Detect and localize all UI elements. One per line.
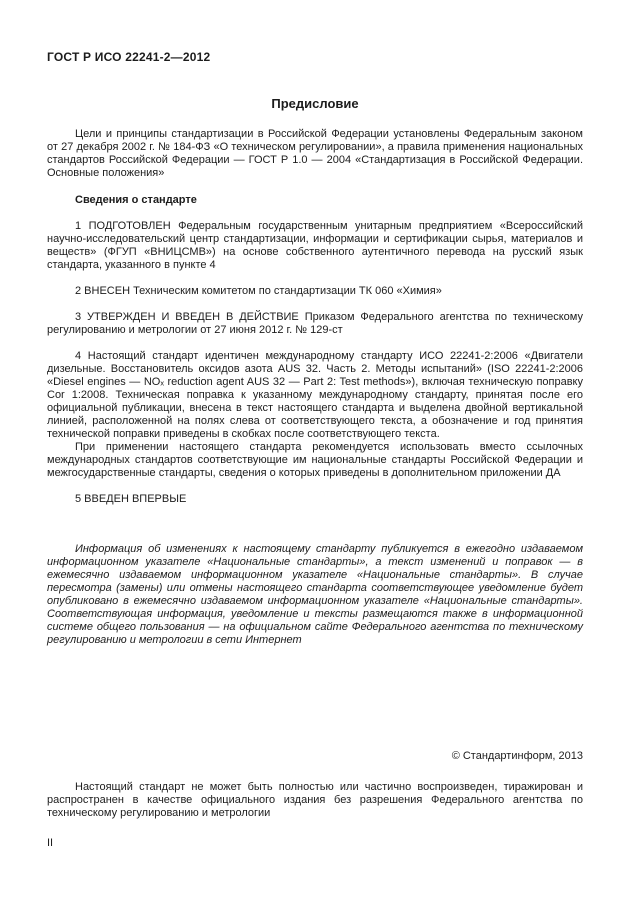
page-title: Предисловие xyxy=(271,96,359,111)
standard-item-1: 1 ПОДГОТОВЛЕН Федеральным государственным унитарным предприятием «Всероссийский научно-исследовательский центр стандартизации, информации и сертификации сырья, материалов и веществ» (ФГУП «ВНИЦСМВ») на основе собственного аутентичного перевода на русский язык стандарта, указанного в пункте 4 xyxy=(47,220,583,271)
intro-paragraph: Цели и принципы стандартизации в Российской Федерации установлены Федеральным законом от 27 декабря 2002 г. № 184-ФЗ «О техническом регулировании», а правила применения национальных стандартов Российской Федерации — ГОСТ Р 1.0 — 2004 «Стандартизация в Российской Федерации. Основные положения» xyxy=(47,128,583,179)
document-code: ГОСТ Р ИСО 22241-2—2012 xyxy=(47,50,211,64)
standard-item-4: 4 Настоящий стандарт идентичен международному стандарту ИСО 22241-2:2006 «Двигатели дизельные. Восстановитель оксидов азота AUS 32. Часть 2. Методы испытаний» (ISO 22241-2:2006 «Diesel engines — NOₓ reduction agent AUS 32 — Part 2: Test methods»), включая техническую поправку Cor 1:2008. Техническая поправка к указанному международному стандарту, принятая после его официальной публикации, внесена в текст настоящего стандарта и выделена двойной вертикальной линией, расположенной на полях слева от соответствующего текста, а обозначение и год принятия технической поправки приведены в скобках после соответствующего текста. xyxy=(47,350,583,440)
page-number: II xyxy=(47,837,54,849)
publication-notice: Информация об изменениях к настоящему стандарту публикуется в ежегодно издаваемом информационном указателе «Национальные стандарты», а текст изменений и поправок — в ежемесячно издаваемом информационном указателе «Национальные стандарты». В случае пересмотра (замены) или отмены настоящего стандарта соответствующее уведомление будет опубликовано в ежемесячно издаваемом информационном указателе «Национальные стандарты». Соответствующая информация, уведомление и тексты размещаются также в информационной системе общего пользования — на официальном сайте Федерального агентства по техническому регулированию и метрологии в сети Интернет xyxy=(47,543,583,646)
standard-item-3: 3 УТВЕРЖДЕН И ВВЕДЕН В ДЕЙСТВИЕ Приказом Федерального агентства по техническому регулированию и метрологии от 27 июня 2012 г. № 129-ст xyxy=(47,311,583,336)
standard-item-5: 5 ВВЕДЕН ВПЕРВЫЕ xyxy=(75,493,187,505)
copyright-notice: © Стандартинформ, 2013 xyxy=(451,750,583,762)
reproduction-restriction: Настоящий стандарт не может быть полностью или частично воспроизведен, тиражирован и распространен в качестве официального издания без разрешения Федерального агентства по техническому регулированию и метрологии xyxy=(47,781,583,819)
section-heading: Сведения о стандарте xyxy=(75,194,197,206)
standard-item-4-continuation: При применении настоящего стандарта рекомендуется использовать вместо ссылочных международных стандартов соответствующие им национальные стандарты Российской Федерации и межгосударственные стандарты, сведения о которых приведены в дополнительном приложении ДА xyxy=(47,441,583,479)
standard-item-2: 2 ВНЕСЕН Техническим комитетом по стандартизации ТК 060 «Химия» xyxy=(75,285,442,297)
